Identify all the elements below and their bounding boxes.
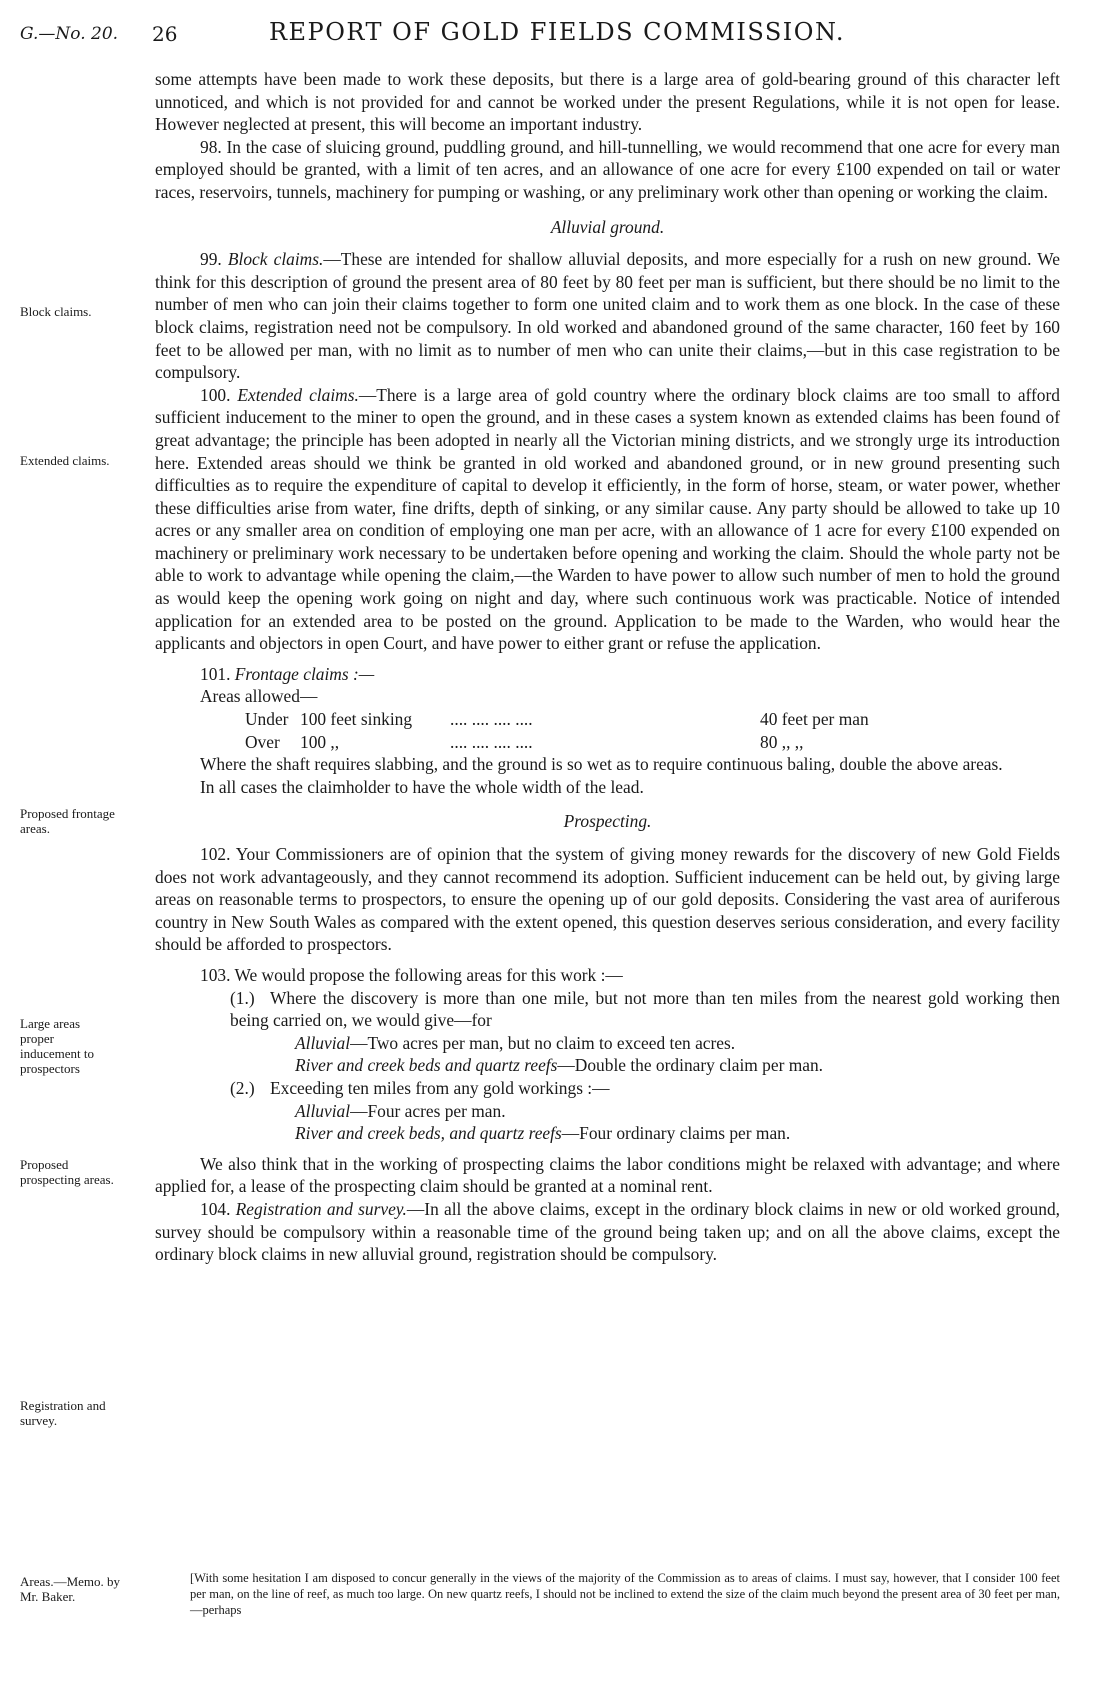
paragraph-shaft: Where the shaft requires slabbing, and the ground is so wet as to require continuous baling, double the above areas. xyxy=(200,754,1003,775)
page-number: 26 xyxy=(152,22,178,46)
frontage-table xyxy=(245,708,1060,753)
table-row xyxy=(245,731,1060,754)
subitem-label: River and creek beds and quartz reefs xyxy=(295,1055,558,1076)
section-heading-prospecting: Prospecting. xyxy=(563,811,652,832)
subitem-text: —Two acres per man, but no claim to exceed ten acres. xyxy=(350,1032,736,1053)
paragraph-title: Extended claims. xyxy=(237,384,359,405)
paragraph-number: 104. xyxy=(200,1198,231,1219)
margin-note-memo: Areas.—Memo. by Mr. Baker. xyxy=(20,1574,121,1604)
paragraph-intro: some attempts have been made to work these deposits, but there is a large area of gold-bearing ground of this character left unnoticed, and which is not provided for and cannot be worked under the present Regulations, while it is not open for lease. However neglected at present, this will become an important industry. xyxy=(155,69,1060,135)
paragraph-title: Block claims. xyxy=(227,249,324,270)
page-title: REPORT OF GOLD FIELDS COMMISSION. xyxy=(268,18,846,46)
subitem-text: —Double the ordinary claim per man. xyxy=(557,1055,824,1076)
paragraph-claimholder: In all cases the claimholder to have the whole width of the lead. xyxy=(200,776,644,797)
margin-note-extended-claims: Extended claims. xyxy=(20,453,110,468)
report-body xyxy=(155,68,1060,1266)
margin-note-registration: Registration and survey. xyxy=(20,1398,106,1428)
list-item xyxy=(155,987,1060,1032)
areas-allowed-label: Areas allowed— xyxy=(200,686,318,707)
paragraph-98: 98. In the case of sluicing ground, puddling ground, and hill-tunnelling, we would recommend that one acre for every man employed should be granted, with a limit of ten acres, and an allowance of one acre for every £100 expended on tail or water races, reservoirs, tunnels, machinery for pumping or washing, or any preliminary work other than opening or working the claim. xyxy=(155,136,1060,202)
list-text: Where the discovery is more than one mile, but not more than ten miles from the nearest gold working then being carried on, we would give—for xyxy=(230,987,1060,1031)
paragraph-also: We also think that in the working of prospecting claims the labor conditions might be relaxed with advantage; and where applied for, a lease of the prospecting claim should be granted at a nominal rent. xyxy=(155,1153,1060,1197)
leader-dots: .... .... .... .... xyxy=(450,731,533,752)
margin-note-frontage: Proposed frontage areas. xyxy=(20,806,115,836)
paragraph-103: 103. We would propose the following areas for this work :— xyxy=(200,964,623,985)
section-heading-alluvial: Alluvial ground. xyxy=(550,216,665,237)
subitem-text: —Four ordinary claims per man. xyxy=(561,1123,791,1144)
table-cell: 100 feet sinking xyxy=(300,709,413,730)
paragraph-104 xyxy=(155,1198,1060,1266)
table-cell: Over xyxy=(245,731,280,752)
page-header xyxy=(20,18,1094,50)
list-subitem xyxy=(155,1100,1060,1123)
margin-note-block-claims: Block claims. xyxy=(20,304,92,319)
subitem-text: —Four acres per man. xyxy=(350,1100,506,1121)
table-row xyxy=(245,708,1060,731)
paragraph-102: 102. Your Commissioners are of opinion that the system of giving money rewards for the discovery of new Gold Fields does not work advantageously, and they cannot recommend its adoption. Sufficient inducement can be held out, by giving large areas on reasonable terms to prospectors, to ensure the opening up of our gold deposits. Considering the vast area of auriferous country in New South Wales as compared with the extent opened, this question deserves serious consideration, and every facility should be afforded to prospectors. xyxy=(155,844,1060,955)
list-number: (1.) xyxy=(230,987,255,1008)
paragraph-number: 99. xyxy=(200,249,222,270)
margin-note-prospecting-areas: Proposed prospecting areas. xyxy=(20,1157,114,1187)
document-reference: G.—No. 20. xyxy=(20,24,119,44)
list-subitem xyxy=(155,1054,1060,1077)
list-item xyxy=(155,1077,1060,1100)
list-number: (2.) xyxy=(230,1077,255,1098)
table-cell: 80 ,, ,, xyxy=(760,731,804,752)
paragraph-title: Registration and survey. xyxy=(235,1198,407,1219)
subitem-label: Alluvial xyxy=(295,1032,351,1053)
table-cell: 40 feet per man xyxy=(760,709,869,730)
table-cell: Under xyxy=(245,709,289,730)
table-cell: 100 ,, xyxy=(300,731,340,752)
paragraph-text: —There is a large area of gold country where the ordinary block claims are too small to afford sufficient inducement to the miner to open the ground, and in these cases a system known as extended claims has been found of great advantage; the principle has been adopted in nearly all the Victorian mining districts, and we strongly urge its introduction here. Extended areas should we think be granted in old worked and abandoned ground, or in new ground presenting such difficulties as to require the expenditure of capital to develop it efficiently, in the form of horse, steam, or water power, whether these difficulties arise from water, fine drifts, depth of sinking, or any similar cause. Any party should be allowed to take up 10 acres or any smaller area on condition of employing one man per acre, with an allowance of 1 acre for every £100 expended on machinery or preliminary work necessary to be undertaken before opening and working the claim. Should the whole party not be able to work to advantage while opening the claim,—the Warden to have power to allow such number of men to hold the ground as would keep the opening work going on night and day, where such continuous work was practicable. Notice of intended application for an extended area to be posted on the ground. Application to be made to the Warden, who would hear the applicants and objectors in open Court, and have power to either grant or refuse the application. xyxy=(155,384,1060,654)
list-subitem xyxy=(155,1032,1060,1055)
list-subitem xyxy=(155,1122,1060,1145)
subitem-label: Alluvial xyxy=(295,1100,351,1121)
leader-dots: .... .... .... .... xyxy=(450,709,533,730)
paragraph-text: —In all the above claims, except in the ordinary block claims in new or old worked ground, survey should be compulsory within a reasonable time of the ground being taken up; and on all the above claims, except the ordinary block claims in new alluvial ground, registration should be compulsory. xyxy=(155,1198,1060,1265)
memo-footnote: [With some hesitation I am disposed to concur generally in the views of the majority of the Commission as to areas of claims. I must say, however, that I consider 100 feet per man, on the line of reef, as much too large. On new quartz reefs, I should not be inclined to extend the size of the claim much beyond the present area of 30 feet per man,—perhaps xyxy=(190,1571,1060,1617)
paragraph-title: Frontage claims :— xyxy=(234,663,375,684)
paragraph-number: 101. xyxy=(200,663,231,684)
paragraph-100 xyxy=(155,384,1060,655)
paragraph-101 xyxy=(155,663,1060,686)
paragraph-99 xyxy=(155,248,1060,384)
paragraph-text: —These are intended for shallow alluvial deposits, and more especially for a rush on new ground. We think for this description of ground the present area of 80 feet by 80 feet per man is sufficient, but there should be no limit to the number of men who can join their claims together to form one united claim and to work them as one block. In the case of these block claims, registration need not be compulsory. In old worked and abandoned ground of the same character, 160 feet by 160 feet to be allowed per man, with no limit as to number of men who can unite their claims,—but in this case registration to be compulsory. xyxy=(155,249,1060,383)
list-text: Exceeding ten miles from any gold workings :— xyxy=(270,1077,610,1098)
margin-note-large-areas: Large areas proper inducement to prospectors xyxy=(20,1016,95,1076)
paragraph-number: 100. xyxy=(200,384,231,405)
subitem-label: River and creek beds, and quartz reefs xyxy=(295,1123,562,1144)
